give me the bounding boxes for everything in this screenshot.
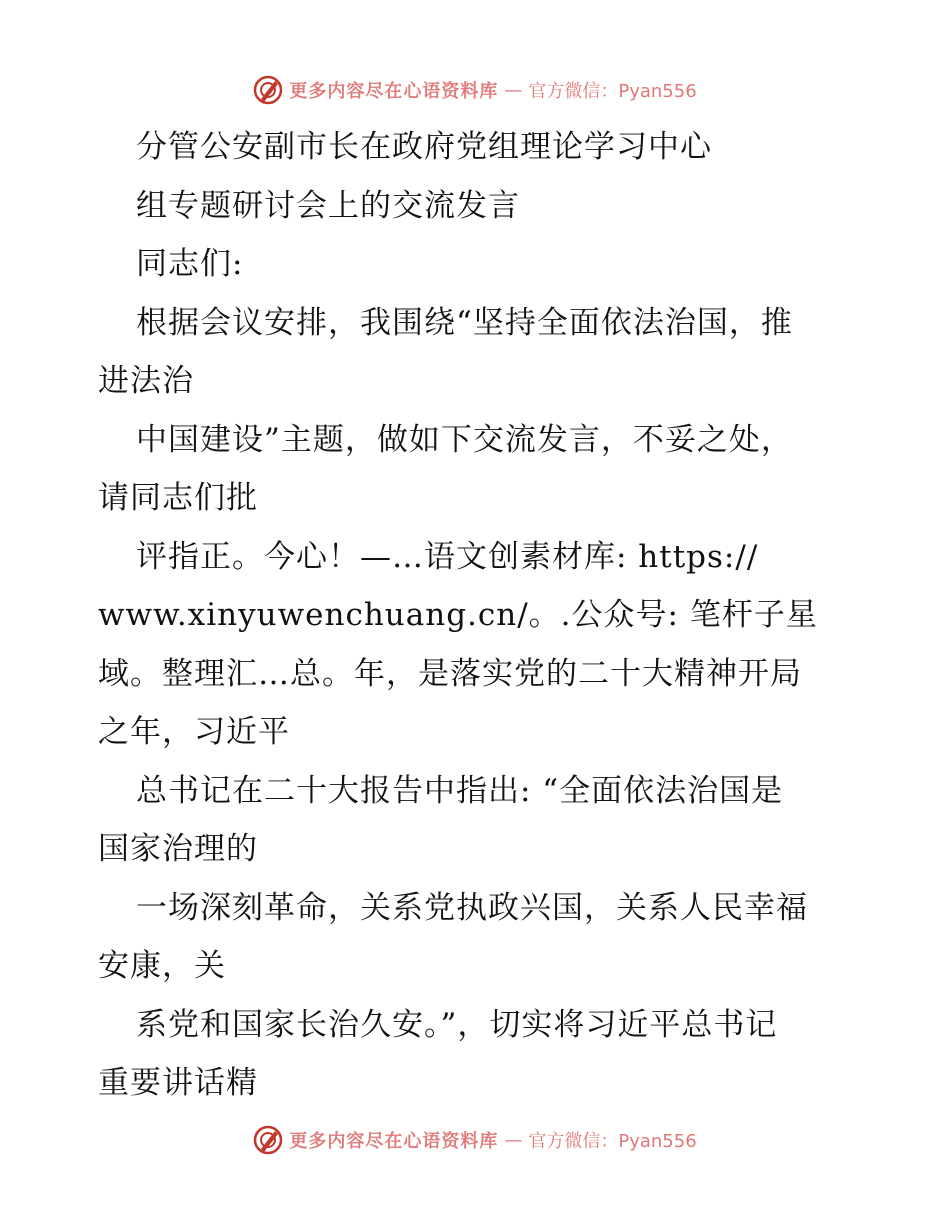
document-line: 请同志们批 <box>98 480 258 516</box>
document-line: 之年，习近平 <box>98 714 290 750</box>
document-line: www.xinyuwenchuang.cn/。.公众号: 笔杆子星 <box>98 597 818 633</box>
document-line: 总书记在二十大报告中指出: “全面依法治国是 <box>136 772 784 809</box>
document-line: 一场深刻革命，关系党执政兴国，关系人民幸福 <box>136 889 808 926</box>
footer-watermark-banner <box>0 1120 950 1160</box>
document-body <box>98 118 858 1113</box>
banner-separator: — <box>504 79 523 101</box>
document-line: 域。整理汇…总。年，是落实党的二十大精神开局 <box>98 655 802 692</box>
banner-site-name: 更多内容尽在心语资料库 <box>289 1131 499 1152</box>
document-line: 评指正。今心！—…语文创素材库: https:// <box>136 538 759 575</box>
banner-separator: — <box>504 1129 523 1151</box>
document-line: 重要讲话精 <box>98 1065 258 1101</box>
document-line: 进法治 <box>98 363 194 399</box>
document-line: 系党和国家长治久安。”，切实将习近平总书记 <box>136 1006 778 1043</box>
document-line: 国家治理的 <box>98 831 258 867</box>
pen-logo-icon <box>253 75 283 105</box>
document-line: 中国建设”主题，做如下交流发言，不妥之处， <box>136 421 793 458</box>
banner-contact: 官方微信：Pyan556 <box>528 1131 697 1152</box>
document-line: 安康，关 <box>98 948 226 984</box>
document-line: 根据会议安排，我围绕“坚持全面依法治国，推 <box>136 304 793 341</box>
pen-logo-icon <box>253 1125 283 1155</box>
document-line: 组专题研讨会上的交流发言 <box>136 187 520 224</box>
document-line: 同志们: <box>136 246 244 282</box>
header-watermark-banner <box>0 70 950 110</box>
banner-site-name: 更多内容尽在心语资料库 <box>289 81 499 102</box>
document-line: 分管公安副市长在政府党组理论学习中心 <box>136 129 712 165</box>
banner-contact: 官方微信：Pyan556 <box>528 81 697 102</box>
